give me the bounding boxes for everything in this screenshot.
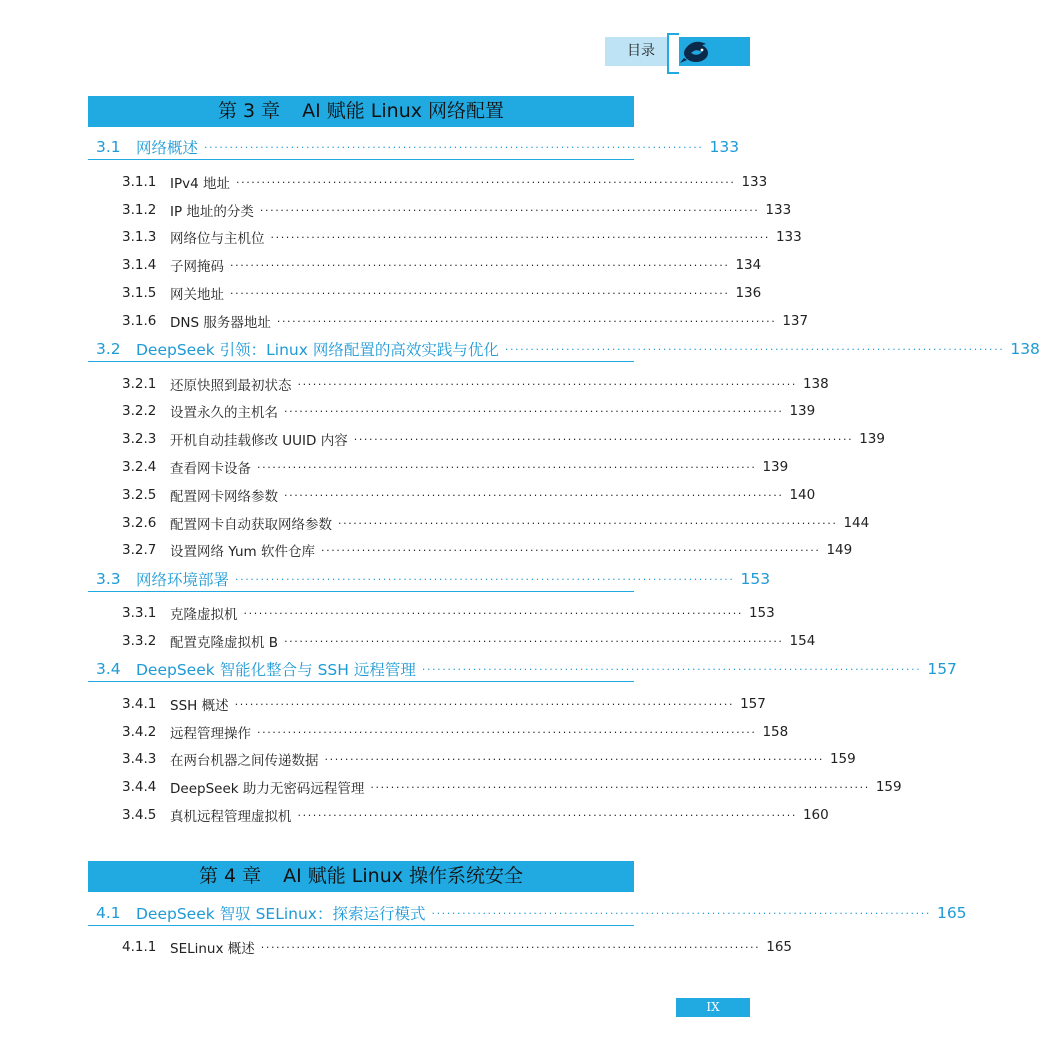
- chapter-3-banner: [88, 96, 634, 127]
- toc-entry[interactable]: 3.1.3 网络位与主机位 ·································································································· 133: [122, 229, 802, 247]
- entry-title: 网关地址: [170, 287, 224, 303]
- entry-page: 165: [766, 939, 793, 955]
- toc-entry[interactable]: 3.1.2 IP 地址的分类 ·································································································· 133: [122, 202, 792, 220]
- entry-page: 133: [775, 229, 802, 245]
- toc-entry[interactable]: 3.3.1 克隆虚拟机 ·································································································· 153: [122, 605, 775, 623]
- entry-number: 3.3.2: [122, 633, 157, 649]
- section-page: 133: [709, 138, 740, 156]
- entry-title: 子网掩码: [170, 259, 224, 275]
- entry-title: 还原快照到最初状态: [170, 378, 292, 394]
- toc-section-4-1[interactable]: 4.1 DeepSeek 智驭 SELinux：探索运行模式 ·································································································· 165: [88, 901, 634, 926]
- entry-page: 149: [826, 542, 853, 558]
- toc-entry[interactable]: 4.1.1 SELinux 概述 ·································································································· 165: [122, 939, 793, 957]
- toc-entry[interactable]: 3.2.3 开机自动挂载修改 UUID 内容 ·································································································· 139: [122, 431, 885, 449]
- entry-title: 设置永久的主机名: [170, 405, 278, 421]
- entry-number: 3.3.1: [122, 605, 157, 621]
- section-title: DeepSeek 智驭 SELinux：探索运行模式: [136, 905, 426, 923]
- toc-entry[interactable]: 3.2.5 配置网卡网络参数 ·································································································· 140: [122, 487, 816, 505]
- entry-page: 133: [741, 174, 768, 190]
- entry-title: SELinux 概述: [170, 941, 255, 957]
- chapter-number: 第 3 章: [217, 100, 281, 122]
- entry-number: 3.2.6: [122, 515, 157, 531]
- section-number: 3.4: [96, 660, 121, 678]
- entry-title: 远程管理操作: [170, 726, 251, 742]
- entry-title: DeepSeek 助力无密码远程管理: [170, 781, 365, 797]
- entry-page: 133: [765, 202, 792, 218]
- toc-section-3-1[interactable]: 3.1 网络概述 ·································································································· 133: [88, 135, 634, 160]
- toc-entry[interactable]: 3.4.4 DeepSeek 助力无密码远程管理 ·································································································· 159: [122, 779, 902, 797]
- section-title: DeepSeek 引领：Linux 网络配置的高效实践与优化: [136, 341, 499, 359]
- toc-entry[interactable]: 3.1.6 DNS 服务器地址 ·································································································· 137: [122, 313, 809, 331]
- entry-number: 4.1.1: [122, 939, 157, 955]
- toc-entry[interactable]: 3.4.3 在两台机器之间传递数据 ·································································································· 159: [122, 751, 856, 769]
- entry-title: IP 地址的分类: [170, 204, 254, 220]
- dolphin-logo-icon: [680, 36, 712, 68]
- section-page: 157: [927, 660, 957, 678]
- toc-entry[interactable]: 3.2.2 设置永久的主机名 ·································································································· 139: [122, 403, 816, 421]
- entry-title: IPv4 地址: [170, 176, 230, 192]
- entry-number: 3.4.1: [122, 696, 157, 712]
- entry-title: 网络位与主机位: [170, 231, 265, 247]
- header-bracket: [667, 33, 679, 74]
- toc-entry[interactable]: 3.1.4 子网掩码 ·································································································· 134: [122, 257, 762, 275]
- entry-title: 克隆虚拟机: [170, 607, 238, 623]
- toc-section-3-2[interactable]: 3.2 DeepSeek 引领：Linux 网络配置的高效实践与优化 ·································································································· 138: [88, 337, 634, 362]
- entry-number: 3.1.1: [122, 174, 157, 190]
- entry-number: 3.4.4: [122, 779, 157, 795]
- entry-page: 157: [740, 696, 766, 712]
- header-tab: 目录: [605, 37, 677, 66]
- entry-page: 159: [829, 751, 856, 767]
- entry-page: 139: [789, 403, 816, 419]
- section-number: 3.3: [96, 570, 121, 588]
- chapter-title: AI 赋能 Linux 操作系统安全: [283, 865, 524, 887]
- entry-number: 3.2.5: [122, 487, 157, 503]
- entry-number: 3.1.5: [122, 285, 157, 301]
- toc-entry[interactable]: 3.4.1 SSH 概述 ·································································································· 157: [122, 696, 766, 714]
- toc-entry[interactable]: 3.4.2 远程管理操作 ·································································································· 158: [122, 724, 789, 742]
- entry-title: 真机远程管理虚拟机: [170, 809, 292, 825]
- section-number: 3.2: [96, 340, 121, 358]
- toc-entry[interactable]: 3.2.6 配置网卡自动获取网络参数 ·································································································· 144: [122, 515, 870, 533]
- entry-title: 开机自动挂载修改 UUID 内容: [170, 433, 348, 449]
- entry-title: 配置网卡自动获取网络参数: [170, 517, 332, 533]
- entry-number: 3.1.4: [122, 257, 157, 273]
- entry-number: 3.4.5: [122, 807, 157, 823]
- section-number: 3.1: [96, 138, 121, 156]
- toc-entry[interactable]: 3.2.1 还原快照到最初状态 ·································································································· 138: [122, 376, 829, 394]
- chapter-number: 第 4 章: [198, 865, 262, 887]
- entry-number: 3.2.3: [122, 431, 157, 447]
- chapter-title: AI 赋能 Linux 网络配置: [302, 100, 505, 122]
- chapter-4-banner: [88, 861, 634, 892]
- entry-number: 3.1.2: [122, 202, 157, 218]
- entry-number: 3.1.6: [122, 313, 157, 329]
- section-page: 165: [936, 904, 967, 922]
- entry-title: 配置网卡网络参数: [170, 489, 278, 505]
- entry-number: 3.1.3: [122, 229, 157, 245]
- entry-number: 3.2.2: [122, 403, 157, 419]
- entry-page: 144: [843, 515, 870, 531]
- entry-page: 136: [735, 285, 762, 301]
- entry-title: 在两台机器之间传递数据: [170, 753, 319, 769]
- entry-page: 153: [748, 605, 775, 621]
- entry-title: DNS 服务器地址: [170, 315, 271, 331]
- toc-entry[interactable]: 3.2.7 设置网络 Yum 软件仓库 ·································································································· 149: [122, 542, 853, 560]
- entry-page: 138: [802, 376, 829, 392]
- page-number: IX: [676, 998, 750, 1017]
- entry-page: 137: [782, 313, 809, 329]
- section-title: DeepSeek 智能化整合与 SSH 远程管理: [136, 661, 416, 679]
- entry-number: 3.2.7: [122, 542, 157, 558]
- entry-number: 3.4.3: [122, 751, 157, 767]
- entry-number: 3.2.1: [122, 376, 157, 392]
- toc-section-3-4[interactable]: 3.4 DeepSeek 智能化整合与 SSH 远程管理 ·································································································· 157: [88, 657, 634, 682]
- section-number: 4.1: [96, 904, 121, 922]
- section-page: 153: [740, 570, 771, 588]
- entry-number: 3.4.2: [122, 724, 157, 740]
- entry-page: 159: [875, 779, 902, 795]
- toc-section-3-3[interactable]: 3.3 网络环境部署 ·································································································· 153: [88, 567, 634, 592]
- entry-page: 154: [789, 633, 816, 649]
- section-title: 网络环境部署: [136, 571, 230, 589]
- entry-title: 设置网络 Yum 软件仓库: [170, 544, 315, 560]
- entry-page: 139: [859, 431, 885, 447]
- entry-number: 3.2.4: [122, 459, 157, 475]
- toc-entry[interactable]: 3.2.4 查看网卡设备 ·································································································· 139: [122, 459, 789, 477]
- entry-title: 配置克隆虚拟机 B: [170, 635, 279, 651]
- section-title: 网络概述: [136, 139, 199, 157]
- entry-title: SSH 概述: [170, 698, 229, 714]
- entry-page: 140: [789, 487, 816, 503]
- toc-entry[interactable]: 3.1.1 IPv4 地址 ·································································································· 133: [122, 174, 768, 192]
- entry-page: 134: [735, 257, 762, 273]
- toc-entry[interactable]: 3.4.5 真机远程管理虚拟机 ·································································································· 160: [122, 807, 829, 825]
- toc-entry[interactable]: 3.3.2 配置克隆虚拟机 B ·································································································· 154: [122, 633, 816, 651]
- entry-page: 158: [762, 724, 789, 740]
- section-page: 138: [1010, 340, 1040, 358]
- entry-title: 查看网卡设备: [170, 461, 251, 477]
- entry-page: 160: [802, 807, 829, 823]
- toc-entry[interactable]: 3.1.5 网关地址 ·································································································· 136: [122, 285, 762, 303]
- entry-page: 139: [762, 459, 789, 475]
